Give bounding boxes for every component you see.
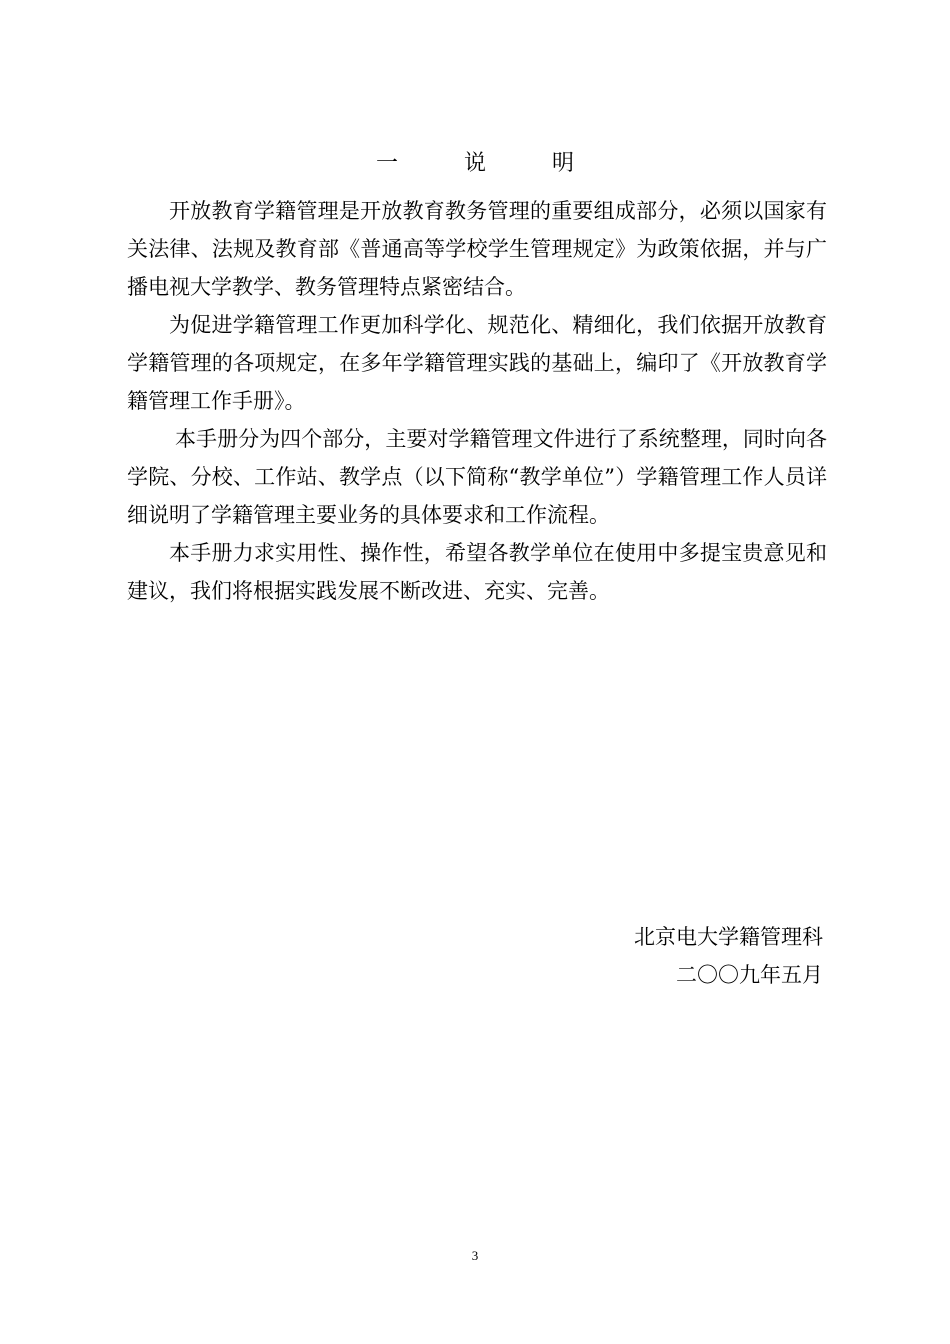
page-title: 一 说 明: [375, 151, 596, 176]
document-body: [127, 192, 827, 610]
paragraph-2: 为促进学籍管理工作更加科学化、规范化、精细化，我们依据开放教育学籍管理的各项规定，在多年学籍管理实践的基础上，编印了《开放教育学籍管理工作手册》。: [127, 313, 827, 413]
paragraph-4: 本手册力求实用性、操作性，希望各教学单位在使用中多提宝贵意见和建议，我们将根据实践发展不断改进、充实、完善。: [127, 541, 827, 603]
paragraph-1: 开放教育学籍管理是开放教育教务管理的重要组成部分，必须以国家有关法律、法规及教育部《普通高等学校学生管理规定》为政策依据，并与广播电视大学教学、教务管理特点紧密结合。: [127, 199, 827, 299]
signature-organization: 北京电大学籍管理科: [634, 925, 823, 949]
signature-date: 二〇〇九年五月: [676, 963, 823, 987]
signature-block: [634, 918, 823, 994]
paragraph-3: 本手册分为四个部分，主要对学籍管理文件进行了系统整理，同时向各学院、分校、工作站、教学点（以下简称“教学单位”）学籍管理工作人员详细说明了学籍管理主要业务的具体要求和工作流程。: [127, 427, 827, 527]
page-number: 3: [471, 1248, 479, 1263]
